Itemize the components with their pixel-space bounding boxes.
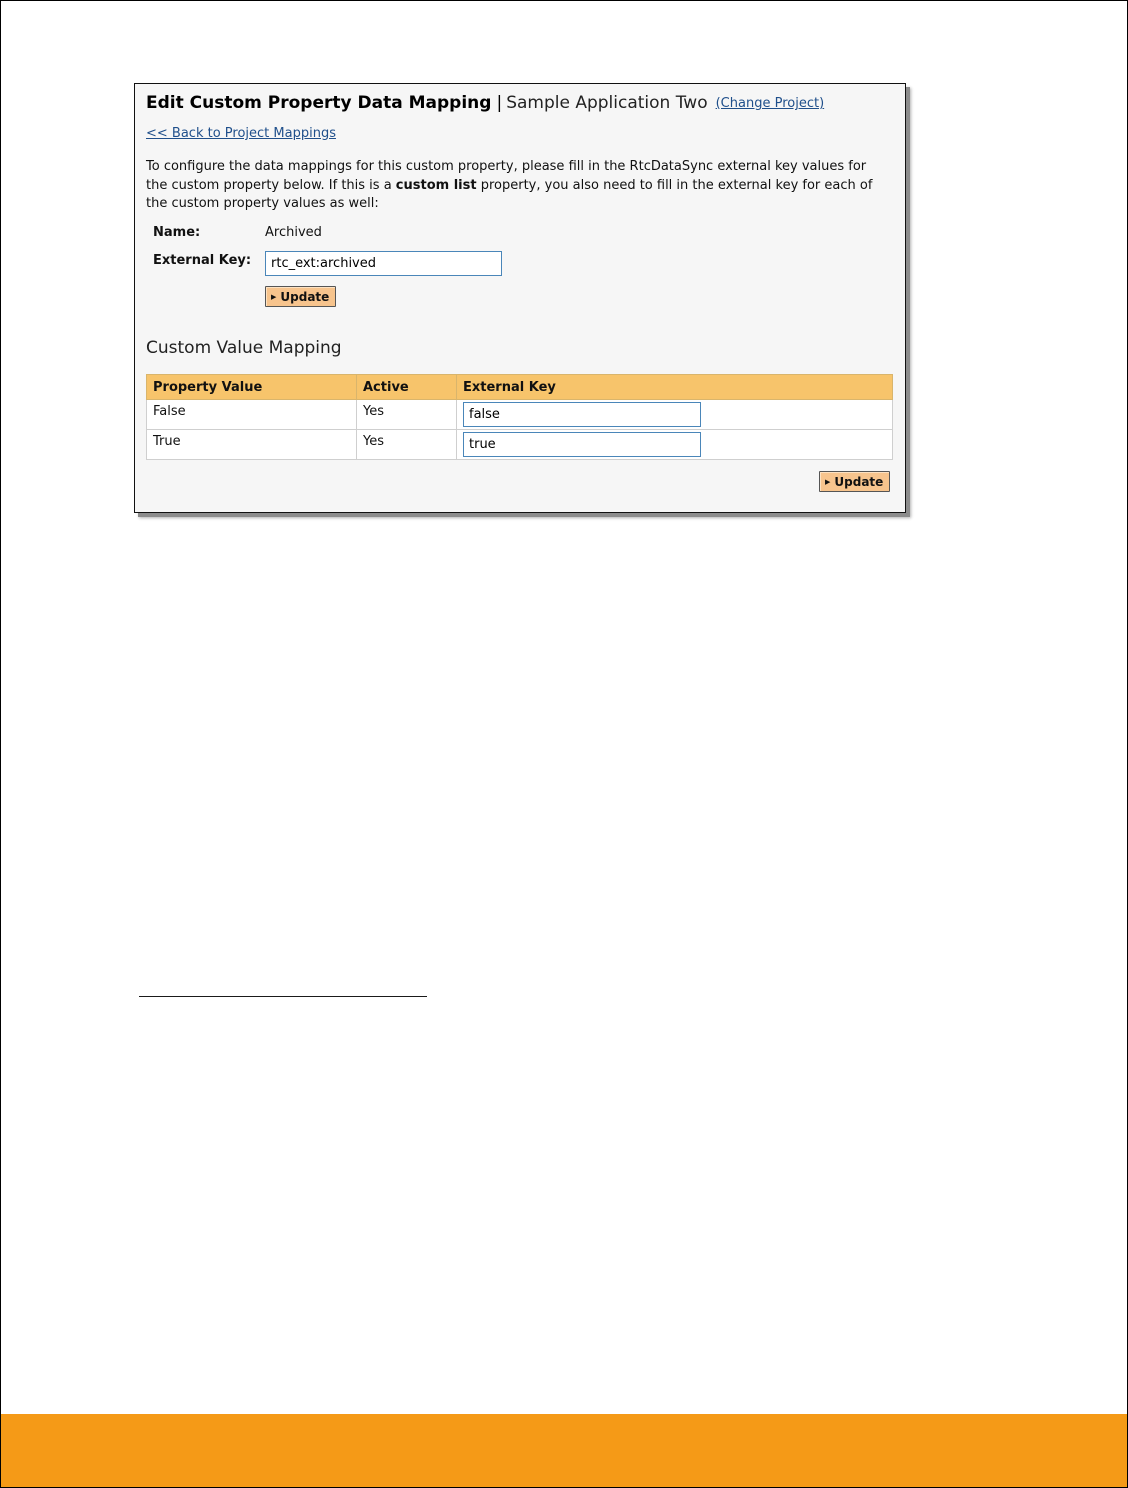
- change-project-link[interactable]: (Change Project): [715, 96, 825, 111]
- intro-text-bold: custom list: [395, 177, 477, 193]
- property-value-cell: True: [147, 430, 357, 460]
- play-triangle-icon: ▶: [271, 292, 277, 301]
- external-key-label: External Key:: [153, 253, 252, 268]
- page-title-text: Edit Custom Property Data Mapping: [146, 93, 492, 113]
- page-title: [146, 92, 824, 116]
- column-header-external-key: External Key: [457, 375, 893, 400]
- title-separator: |: [496, 93, 503, 113]
- table-row: [147, 400, 893, 430]
- custom-value-mapping-title: Custom Value Mapping: [146, 338, 342, 358]
- update-property-label: Update: [280, 289, 330, 304]
- update-values-button[interactable]: [819, 471, 890, 492]
- intro-text: [146, 158, 891, 214]
- footnote-separator: [139, 996, 427, 997]
- name-value: Archived: [265, 225, 322, 240]
- external-key-cell: [457, 430, 893, 460]
- active-cell: Yes: [357, 430, 457, 460]
- project-name: Sample Application Two: [506, 93, 708, 113]
- custom-value-mapping-table: [146, 374, 893, 460]
- active-cell: Yes: [357, 400, 457, 430]
- footer-bar: [1, 1414, 1127, 1487]
- external-key-input-false[interactable]: [463, 402, 701, 427]
- back-to-project-mappings-link[interactable]: << Back to Project Mappings: [146, 126, 336, 141]
- external-key-input-true[interactable]: [463, 432, 701, 457]
- name-label: Name:: [153, 225, 201, 240]
- property-value-cell: False: [147, 400, 357, 430]
- intro-text-part1: To configure the data mappings for this custom property, please fill in the RtcDataSync external key values for the custom property below. If this is a: [146, 159, 867, 193]
- table-row: [147, 430, 893, 460]
- external-key-cell: [457, 400, 893, 430]
- intro-text-part2: property, you also need to fill in the external key for each of the custom property values as well:: [146, 177, 873, 211]
- table-header-row: [147, 375, 893, 400]
- play-triangle-icon: ▶: [825, 477, 831, 486]
- column-header-active: Active: [357, 375, 457, 400]
- external-key-input[interactable]: [265, 251, 502, 276]
- update-property-button[interactable]: [265, 286, 336, 307]
- mapping-panel: [134, 83, 906, 513]
- column-header-property-value: Property Value: [147, 375, 357, 400]
- update-values-label: Update: [834, 474, 884, 489]
